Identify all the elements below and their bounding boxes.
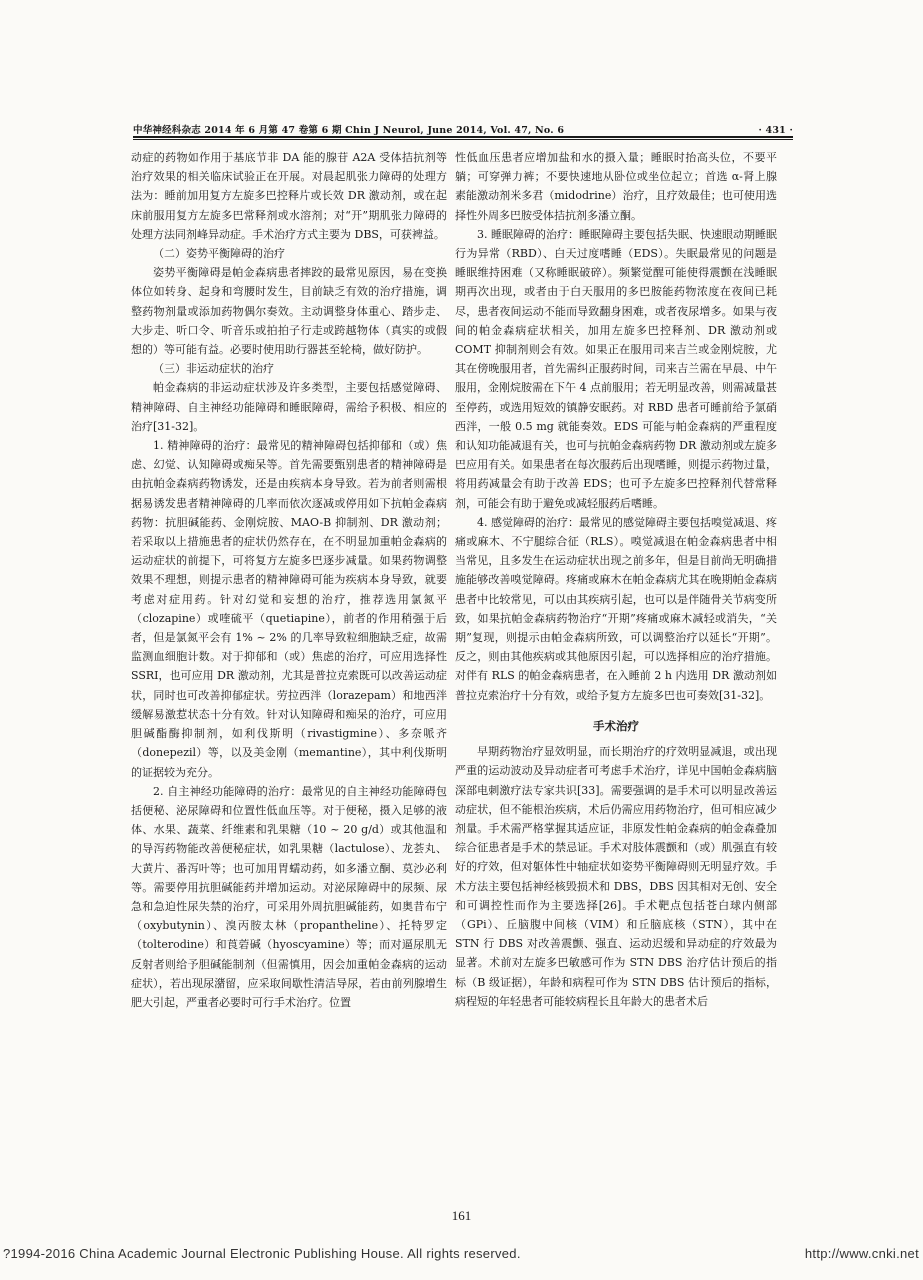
right-column (455, 148, 777, 1011)
paragraph: 3. 睡眠障碍的治疗：睡眠障碍主要包括失眠、快速眼动期睡眠行为异常（RBD）、白天过度嗜睡（EDS）。失眠最常见的问题是睡眠维持困难（又称睡眠破碎）。频繁觉醒可能使得震颤在浅睡眠期再次出现，或者由于白天服用的多巴胺能药物浓度在夜间已耗尽，患者夜间运动不能而导致翻身困难，或者夜尿增多。如果与夜间的帕金森病症状相关，加用左旋多巴控释剂、DR 激动剂或 COMT 抑制剂则会有效。如果正在服用司来吉兰或金刚烷胺，尤其在傍晚服用者，首先需纠正服药时间，司来吉兰需在早晨、中午服用，金刚烷胺需在下午 4 点前服用；若无明显改善，则需减量甚至停药，或选用短效的镇静安眠药。对 RBD 患者可睡前给予氯硝西泮，一般 0.5 mg 就能奏效。EDS 可能与帕金森病的严重程度和认知功能减退有关，也可与抗帕金森病药物 DR 激动剂或左旋多巴应用有关。如果患者在每次服药后出现嗜睡，则提示药物过量，将用药减量会有助于改善 EDS；也可予左旋多巴控释剂代替常释剂，可能会有助于避免或减轻服药后嗜睡。 (455, 227, 777, 510)
running-header (133, 120, 793, 136)
cnki-link[interactable]: http://www.cnki.net (804, 1246, 919, 1261)
journal-citation: 中华神经科杂志 2014 年 6 月第 47 卷第 6 期 Chin J Neurol, June 2014, Vol. 47, No. 6 (133, 125, 565, 136)
copyright-footer (0, 1246, 923, 1266)
paragraph: 姿势平衡障碍是帕金森病患者摔跤的最常见原因，易在变换体位如转身、起身和弯腰时发生，目前缺乏有效的治疗措施，调整药物剂量或添加药物偶尔奏效。主动调整身体重心、踏步走、大步走、听口令、听音乐或拍拍子行走或跨越物体（真实的或假想的）等可能有益。必要时使用助行器甚至轮椅，做好防护。 (131, 266, 447, 357)
header-rule (133, 136, 793, 138)
page-number: 161 (451, 1208, 472, 1223)
paragraph: 动症的药物如作用于基底节非 DA 能的腺苷 A2A 受体拮抗剂等治疗效果的相关临床试验正在开展。对晨起肌张力障碍的处理方法为：睡前加用复方左旋多巴控释片或长效 DR 激动剂，或在起床前服用复方左旋多巴常释剂或水溶剂；对“开”期肌张力障碍的处理方法同剂峰异动症。手术治疗方式主要为 DBS，可获裨益。 (131, 151, 447, 241)
paragraph: 2. 自主神经功能障碍的治疗：最常见的自主神经功能障碍包括便秘、泌尿障碍和位置性低血压等。对于便秘，摄入足够的液体、水果、蔬菜、纤维素和乳果糖（10 ~ 20 g/d）或其他温和的导泻药物能改善便秘症状，如乳果糖（lactulose）、龙荟丸、大黄片、番泻叶等；也可加用胃蠕动药，如多潘立酮、莫沙必利等。需要停用抗胆碱能药并增加运动。对泌尿障碍中的尿频、尿急和急迫性尿失禁的治疗，可采用外周抗胆碱能药，如奥昔布宁（oxybutynin）、溴丙胺太林（propantheline）、托特罗定（tolterodine）和莨菪碱（hyoscyamine）等；而对逼尿肌无反射者则给予胆碱能制剂（但需慎用，因会加重帕金森病的运动症状），若出现尿潴留，应采取间歇性清洁导尿，若由前列腺增生肥大引起，严重者必要时可行手术治疗。位置 (131, 784, 447, 1009)
copyright-text: ?1994-2016 China Academic Journal Electronic Publishing House. All rights reserved. (3, 1246, 521, 1261)
paragraph: 早期药物治疗显效明显，而长期治疗的疗效明显减退，或出现严重的运动波动及异动症者可考虑手术治疗，详见中国帕金森病脑深部电刺激疗法专家共识[33]。需要强调的是手术可以明显改善运动症状，但不能根治疾病，术后仍需应用药物治疗，但可相应减少剂量。手术需严格掌握其适应证，非原发性帕金森病的帕金森叠加综合征患者是手术的禁忌证。手术对肢体震颤和（或）肌强直有较好的疗效，但对躯体性中轴症状如姿势平衡障碍则无明显疗效。手术方法主要包括神经核毁损术和 DBS，DBS 因其相对无创、安全和可调控性而作为主要选择[26]。手术靶点包括苍白球内侧部（GPi）、丘脑腹中间核（VIM）和丘脑底核（STN），其中在 STN 行 DBS 对改善震颤、强直、运动迟缓和异动症的疗效最为显著。术前对左旋多巴敏感可作为 STN DBS 治疗估计预后的指标（B 级证据），年龄和病程可作为 STN DBS 估计预后的指标，病程短的年轻患者可能较病程长且年龄大的患者术后 (455, 745, 777, 1008)
paragraph: 性低血压患者应增加盐和水的摄入量；睡眠时抬高头位，不要平躺；可穿弹力裤；不要快速地从卧位或坐位起立；首选 α-肾上腺素能激动剂米多君（midodrine）治疗，且疗效最佳；也可使用选择性外周多巴胺受体拮抗剂多潘立酮。 (455, 151, 777, 222)
paragraph: 帕金森病的非运动症状涉及许多类型，主要包括感觉障碍、精神障碍、自主神经功能障碍和睡眠障碍，需给予积极、相应的治疗[31-32]。 (131, 381, 447, 433)
paragraph: 1. 精神障碍的治疗：最常见的精神障碍包括抑郁和（或）焦虑、幻觉、认知障碍或痴呆等。首先需要甄别患者的精神障碍是由抗帕金森病药物诱发，还是由疾病本身导致。若为前者则需根据易诱发患者精神障碍的几率而依次逐减或停用如下抗帕金森病药物：抗胆碱能药、金刚烷胺、MAO-B 抑制剂、DR 激动剂；若采取以上措施患者的症状仍然存在，在不明显加重帕金森病的运动症状的前提下，可将复方左旋多巴逐步减量。如果药物调整效果不理想，则提示患者的精神障碍可能为疾病本身导致，就要考虑对症用药。针对幻觉和妄想的治疗，推荐选用氯氮平（clozapine）或喹硫平（quetiapine），前者的作用稍强于后者，但是氯氮平会有 1% ~ 2% 的几率导致粒细胞缺乏症，故需监测血细胞计数。对于抑郁和（或）焦虑的治疗，可应用选择性 SSRI，也可应用 DR 激动剂，尤其是普拉克索既可以改善运动症状，同时也可改善抑郁症状。劳拉西泮（lorazepam）和地西泮缓解易激惹状态十分有效。针对认知障碍和痴呆的治疗，可应用胆碱酯酶抑制剂，如利伐斯明（rivastigmine）、多奈哌齐（donepezil）等，以及美金刚（memantine），其中利伐斯明的证据较为充分。 (131, 439, 447, 779)
left-column (131, 148, 447, 1012)
paragraph: （二）姿势平衡障碍的治疗 (153, 247, 285, 261)
journal-page-number: · 431 · (758, 125, 793, 136)
section-heading: 手术治疗 (593, 718, 639, 733)
paragraph: （三）非运动症状的治疗 (153, 362, 274, 376)
paragraph: 4. 感觉障碍的治疗：最常见的感觉障碍主要包括嗅觉减退、疼痛或麻木、不宁腿综合征（RLS）。嗅觉减退在帕金森病患者中相当常见，且多发生在运动症状出现之前多年，但是目前尚无明确措施能够改善嗅觉障碍。疼痛或麻木在帕金森病尤其在晚期帕金森病患者中比较常见，可以由其疾病引起，也可以是伴随骨关节病变所致，如果抗帕金森病药物治疗“开期”疼痛或麻木减轻或消失，“关期”复现，则提示由帕金森病所致，可以调整治疗以延长“开期”。反之，则由其他疾病或其他原因引起，可以选择相应的治疗措施。对伴有 RLS 的帕金森病患者，在入睡前 2 h 内选用 DR 激动剂如普拉克索治疗十分有效，或给予复方左旋多巴也可奏效[31-32]。 (455, 515, 777, 702)
header-rule-thin (133, 139, 793, 140)
